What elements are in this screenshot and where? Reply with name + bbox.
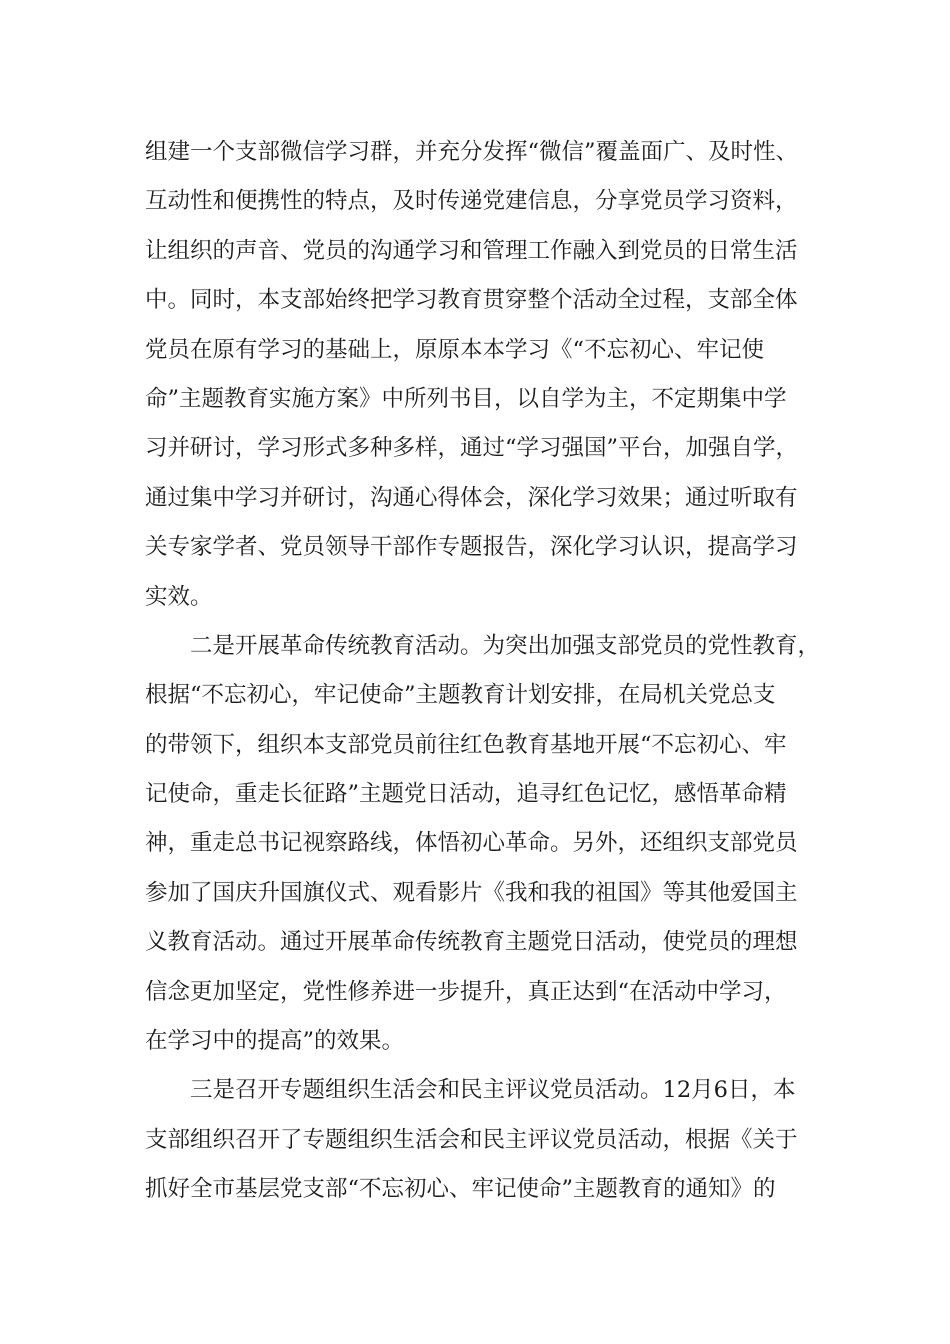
text-line: 习并研讨，学习形式多种多样，通过“学习强国”平台，加强自学， xyxy=(145,435,799,462)
text-line: 实效。 xyxy=(145,583,213,610)
text-line: 的带领下，组织本支部党员前往红色教育基地开展“不忘初心、牢 xyxy=(145,731,787,758)
text-line: 关专家学者、党员领导干部作专题报告，深化学习认识，提高学习 xyxy=(145,534,798,561)
paragraph-2 xyxy=(145,622,825,1067)
text-line: 党员在原有学习的基础上，原原本本学习《“不忘初心、牢记使 xyxy=(145,336,765,363)
body-text xyxy=(145,128,825,1215)
text-line: 记使命，重走长征路”主题党日活动，追寻红色记忆，感悟革命精 xyxy=(145,781,787,808)
text-line: 根据“不忘初心，牢记使命”主题教育计划安排，在局机关党总支 xyxy=(145,682,776,709)
text-line: 支部组织召开了专题组织生活会和民主评议党员活动，根据《关于 xyxy=(145,1126,798,1153)
text-line: 信念更加坚定，党性修养进一步提升，真正达到“在活动中学习， xyxy=(145,978,787,1005)
text-line: 让组织的声音、党员的沟通学习和管理工作融入到党员的日常生活 xyxy=(145,237,798,264)
paragraph-3 xyxy=(145,1066,825,1214)
paragraph-1 xyxy=(145,128,825,622)
text-line: 组建一个支部微信学习群，并充分发挥“微信”覆盖面广、及时性、 xyxy=(145,139,799,165)
text-line: 参加了国庆升国旗仪式、观看影片《我和我的祖国》等其他爱国主 xyxy=(145,879,798,906)
text-line: 义教育活动。通过开展革命传统教育主题党日活动，使党员的理想 xyxy=(145,929,798,956)
text-line: 通过集中学习并研讨，沟通心得体会，深化学习效果；通过听取有 xyxy=(145,484,798,511)
text-line: 三是召开专题组织生活会和民主评议党员活动。12月6日，本 xyxy=(190,1077,796,1104)
text-line: 互动性和便携性的特点，及时传递党建信息，分享党员学习资料， xyxy=(145,188,798,215)
text-line: 中。同时，本支部始终把学习教育贯穿整个活动全过程，支部全体 xyxy=(145,287,798,314)
text-line: 神，重走总书记视察路线，体悟初心革命。另外，还组织支部党员 xyxy=(145,830,798,857)
text-line: 抓好全市基层党支部“不忘初心、牢记使命”主题教育的通知》的 xyxy=(145,1176,776,1203)
text-line: 二是开展革命传统教育活动。为突出加强支部党员的党性教育， xyxy=(190,632,821,659)
text-line: 命”主题教育实施方案》中所列书目，以自学为主，不定期集中学 xyxy=(145,385,787,412)
text-line: 在学习中的提高”的效果。 xyxy=(145,1028,405,1055)
